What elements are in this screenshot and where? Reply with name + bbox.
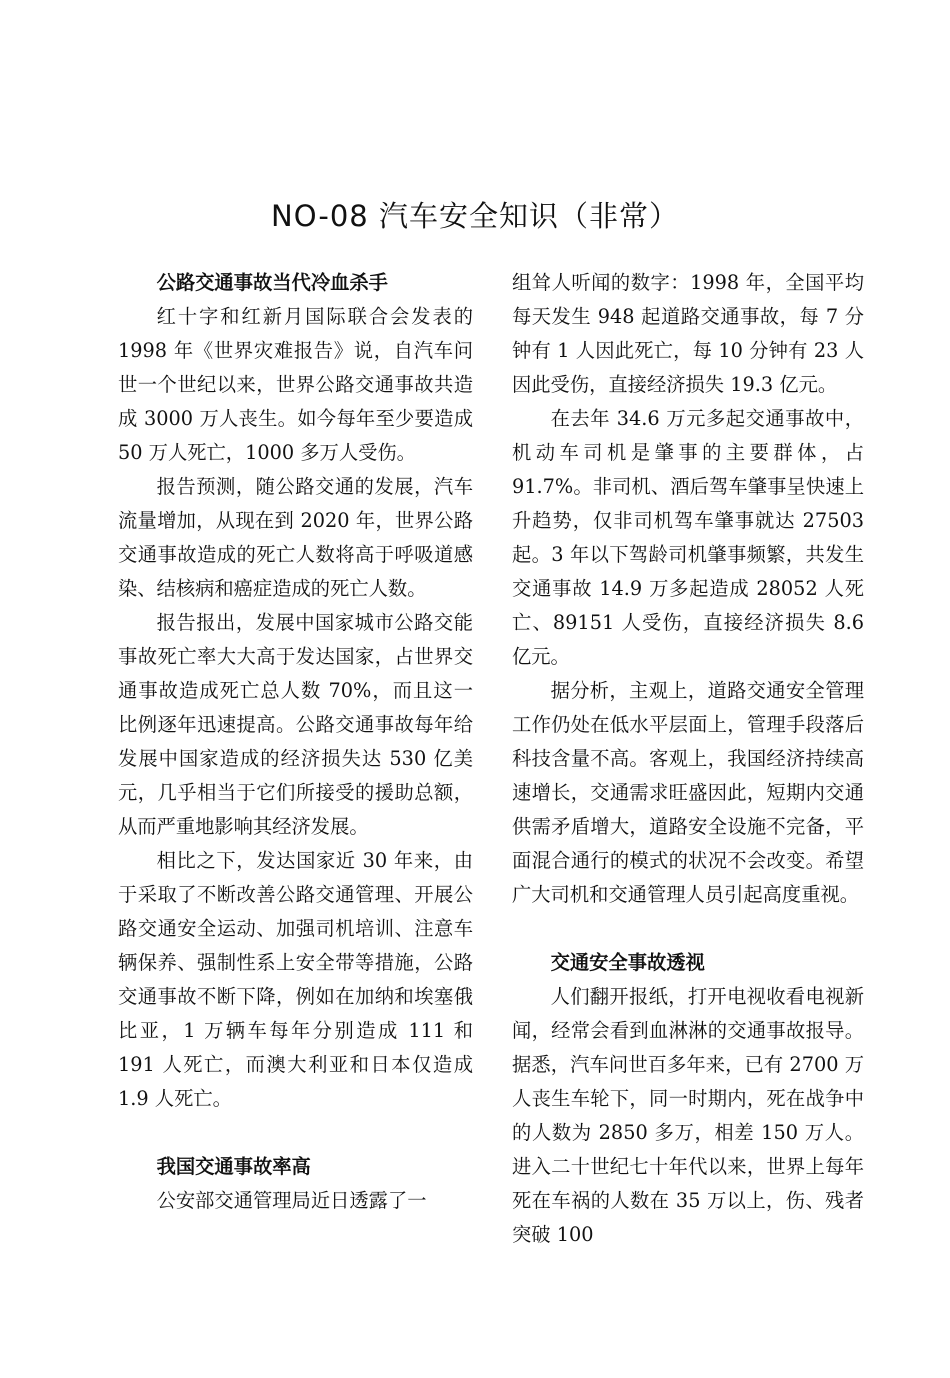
- paragraph: 报告报出，发展中国家城市公路交能事故死亡率大大高于发达国家，占世界交通事故造成死亡总人数 70%，而且这一比例逐年迅速提高。公路交通事故每年给发展中国家造成的经济损失达 530 亿美元，几乎相当于它们所接受的援助总额，从而严重地影响其经济发展。: [118, 611, 473, 838]
- paragraph: 相比之下，发达国家近 30 年来，由于采取了不断改善公路交通管理、开展公路交通安全运动、加强司机培训、注意车辆保养、强制性系上安全带等措施，公路交通事故不断下降，例如在加纳和埃塞俄比亚，1 万辆车每年分别造成 111 和 191 人死亡，而澳大利亚和日本仅造成 1.9 人死亡。: [118, 849, 473, 1110]
- right-column: [512, 266, 864, 1252]
- section-heading-china-accident-rate: 我国交通事故率高: [156, 1155, 311, 1178]
- left-column: [118, 266, 473, 1218]
- paragraph: 在去年 34.6 万元多起交通事故中，机动车司机是肇事的主要群体，占 91.7%。非司机、酒后驾车肇事呈快速上升趋势，仅非司机驾车肇事就达 27503 起。3 年以下驾龄司机肇事频繁，共发生交通事故 14.9 万多起造成 28052 人死亡、89151 人受伤，直接经济损失 8.6 亿元。: [512, 407, 864, 668]
- document-title: NO-08 汽车安全知识（非常）: [271, 199, 679, 233]
- section-gap: [118, 1116, 473, 1150]
- section-heading-safety-perspective: 交通安全事故透视: [550, 951, 705, 974]
- paragraph: 人们翻开报纸，打开电视收看电视新闻，经常会看到血淋淋的交通事故报导。据悉，汽车问世百多年来，已有 2700 万人丧生车轮下，同一时期内，死在战争中的人数为 2850 多万，相差 150 万人。进入二十世纪七十年代以来，世界上每年死在车祸的人数在 35 万以上，伤、残者突破 100: [512, 985, 864, 1246]
- paragraph: 据分析，主观上，道路交通安全管理工作仍处在低水平层面上，管理手段落后科技含量不高。客观上，我国经济持续高速增长，交通需求旺盛因此，短期内交通供需矛盾增大，道路安全设施不完备，平面混合通行的模式的状况不会改变。希望广大司机和交通管理人员引起高度重视。: [512, 679, 864, 906]
- paragraph: 红十字和红新月国际联合会发表的 1998 年《世界灾难报告》说，自汽车问世一个世纪以来，世界公路交通事故共造成 3000 万人丧生。如今每年至少要造成 50 万人死亡，1000 多万人受伤。: [118, 305, 473, 464]
- section-gap: [512, 912, 864, 946]
- paragraph: 公安部交通管理局近日透露了一: [156, 1189, 427, 1212]
- paragraph-continued: 组耸人听闻的数字：1998 年，全国平均每天发生 948 起道路交通事故，每 7 分钟有 1 人因此死亡，每 10 分钟有 23 人因此受伤，直接经济损失 19.3 亿元。: [512, 271, 864, 396]
- paragraph: 报告预测，随公路交通的发展，汽车流量增加，从现在到 2020 年，世界公路交通事故造成的死亡人数将高于呼吸道感染、结核病和癌症造成的死亡人数。: [118, 475, 473, 600]
- section-heading-road-accidents: 公路交通事故当代冷血杀手: [156, 271, 388, 294]
